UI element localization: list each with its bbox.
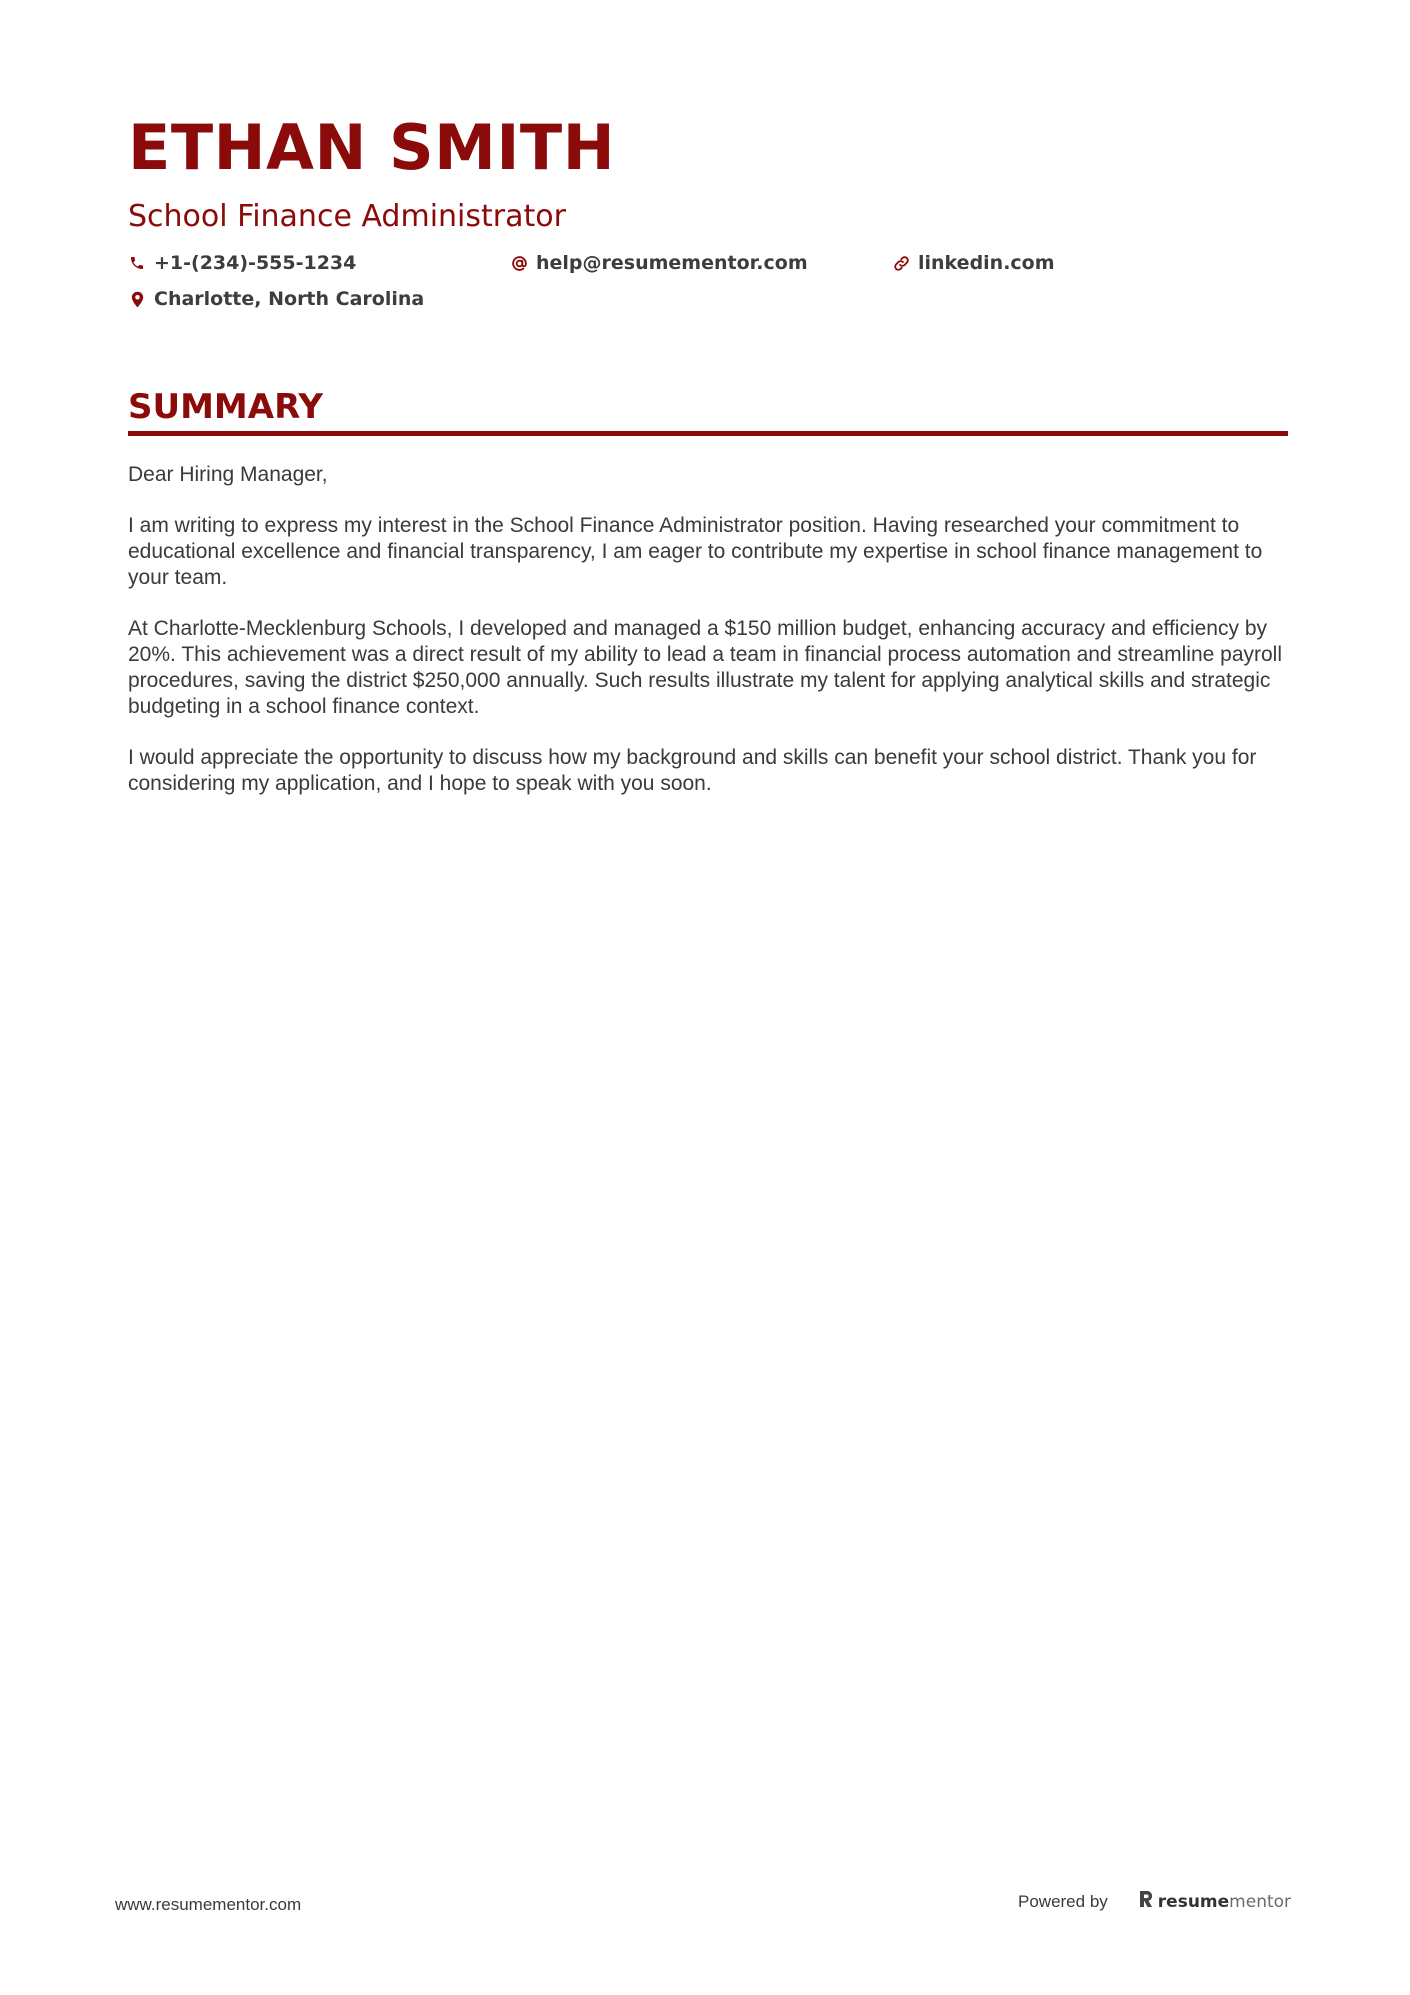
summary-section [128, 385, 1288, 822]
powered-by-label: Powered by [1018, 1892, 1108, 1911]
contact-phone[interactable] [128, 250, 510, 276]
location-pin-icon [128, 290, 146, 308]
contact-info [128, 250, 1288, 312]
link-icon [892, 254, 910, 272]
section-heading: SUMMARY [128, 387, 324, 427]
letter-paragraph: At Charlotte-Mecklenburg Schools, I developed and managed a $150 million budget, enhancing accuracy and efficiency by 20%. This achievement was a direct result of my ability to lead a team in financial process automation and streamline payroll procedures, saving the district $250,000 annually. Such results illustrate my talent for applying analytical skills and strategic budgeting in a school finance context. [128, 617, 1283, 718]
at-icon [510, 254, 528, 272]
cover-letter-body [128, 462, 1288, 797]
letter-paragraph: I would appreciate the opportunity to discuss how my background and skills can benefit your school district. Thank you for considering my application, and I hope to speak with you soon. [128, 746, 1257, 795]
location-value: Charlotte, North Carolina [154, 288, 425, 310]
letter-salutation: Dear Hiring Manager, [128, 463, 328, 486]
footer-website[interactable]: www.resumementor.com [115, 1895, 302, 1914]
resumementor-logo-icon [1138, 1890, 1154, 1914]
resume-header [128, 112, 1288, 312]
candidate-name: ETHAN SMITH [128, 111, 616, 184]
brand-name-part1: resume [1157, 1892, 1230, 1912]
linkedin-value: linkedin.com [918, 252, 1055, 274]
brand-logo[interactable] [1138, 1890, 1291, 1914]
phone-icon [128, 254, 146, 272]
phone-value: +1-(234)-555-1234 [154, 252, 357, 274]
contact-linkedin[interactable] [892, 250, 1274, 276]
job-title: School Finance Administrator [128, 199, 566, 234]
contact-email[interactable] [510, 250, 892, 276]
letter-paragraph: I am writing to express my interest in the School Finance Administrator position. Having researched your commitment to educational excellence and financial transparency, I am eager to contribute my expertise in school finance management to your team. [128, 514, 1263, 589]
contact-location [128, 286, 510, 312]
footer-branding [1018, 1890, 1291, 1914]
brand-name-part2: mentor [1229, 1892, 1292, 1912]
email-value: help@resumementor.com [536, 252, 808, 274]
section-divider [128, 431, 1288, 436]
